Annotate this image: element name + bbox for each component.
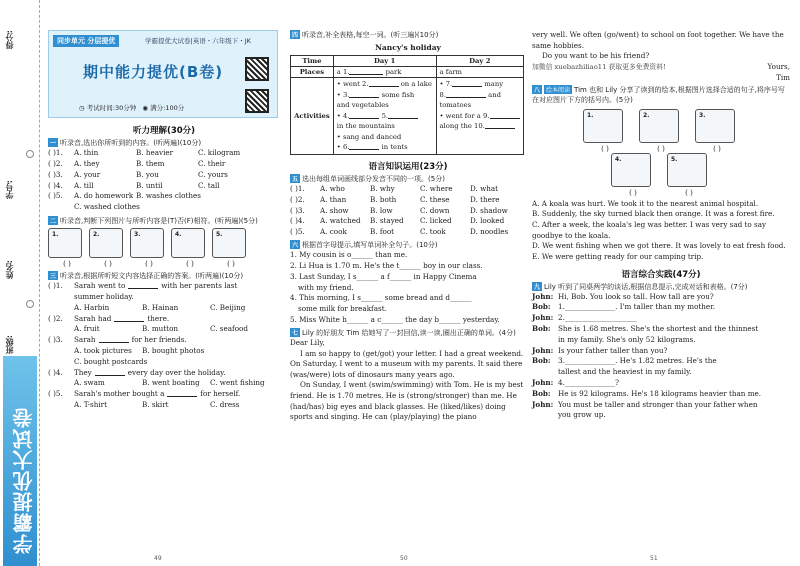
blank-label: a 1. bbox=[336, 68, 350, 77]
exam-time: 考试时间:30分钟 bbox=[86, 104, 137, 112]
dialog-line bbox=[532, 335, 790, 346]
item-number[interactable]: ( )3. bbox=[48, 335, 63, 345]
cell-text: in the mountains bbox=[336, 122, 395, 131]
phonics-row bbox=[290, 195, 526, 206]
question-number: 五 bbox=[292, 175, 299, 183]
fill-sentence: some milk for breakfast. bbox=[298, 304, 387, 314]
time-score-row bbox=[79, 103, 184, 112]
blank-8[interactable] bbox=[446, 91, 486, 98]
reading-picture bbox=[89, 228, 123, 258]
question-number: 二 bbox=[50, 217, 57, 225]
language-title: 语言知识运用(23分) bbox=[368, 161, 448, 172]
cell-text: tomatoes bbox=[439, 101, 472, 110]
dialog-line bbox=[532, 324, 790, 335]
sentence-option: E. We were getting ready for our camping trip. bbox=[532, 251, 704, 261]
option-c: C. these bbox=[420, 194, 450, 204]
shopping-picture bbox=[171, 228, 205, 258]
unit-tag: 同步单元 分层提优 bbox=[53, 35, 119, 47]
question-stem: Sarah went to bbox=[74, 281, 126, 291]
question-stem-end: every day over the holiday. bbox=[127, 367, 226, 377]
option-c: C. dress bbox=[210, 399, 240, 409]
option-d: D. noodles bbox=[470, 227, 509, 237]
option-b: B. stayed bbox=[370, 216, 404, 226]
q2-instruction: 听录音,判断下列图片与所听内容是(T)否(F)相符。(听两遍)(5分) bbox=[60, 216, 258, 225]
clock-icon: ◷ bbox=[79, 104, 87, 112]
sentence-option: D. We went fishing when we got there. It was lovely to eat fresh food. bbox=[532, 241, 786, 251]
speech: 2.____________________ bbox=[558, 313, 637, 323]
blank-9[interactable] bbox=[490, 112, 520, 119]
table-cell: park bbox=[385, 68, 402, 77]
options-row bbox=[48, 303, 280, 314]
cell-text: in tents bbox=[381, 143, 408, 152]
answer-blank[interactable] bbox=[99, 336, 129, 343]
answer-paren[interactable]: ( ) bbox=[629, 188, 637, 197]
sports-picture bbox=[48, 228, 82, 258]
question-number: 七 bbox=[292, 329, 299, 337]
option-a: A. thin bbox=[74, 148, 99, 158]
question-row bbox=[48, 389, 280, 400]
option-c: C. their bbox=[198, 158, 226, 168]
listening-title: 听力理解(30分) bbox=[132, 126, 196, 136]
page-number: 50 bbox=[400, 555, 408, 562]
speech: She is 1.68 metres. She's the shortest and the thinnest bbox=[558, 324, 759, 334]
option-a: A. show bbox=[320, 205, 349, 215]
fill-sentence: 3. Last Sunday, I s______ a f______ in Happy Cinema bbox=[290, 271, 477, 281]
speech: tallest and the heaviest in my family. bbox=[558, 367, 692, 377]
cell-text: • 4. bbox=[336, 111, 350, 120]
question-row bbox=[48, 314, 280, 325]
phonics-row bbox=[290, 216, 526, 227]
q1-list bbox=[48, 148, 280, 213]
option-b: B. bought photos bbox=[142, 345, 205, 355]
koala-hospital-picture bbox=[611, 153, 651, 187]
question-stem: Sarah had bbox=[74, 313, 112, 323]
options-row bbox=[48, 346, 280, 357]
q7-instruction: Lily 的好朋友 Tim 给她写了一封回信,读一读,圈出正确的单词。(4分) bbox=[302, 328, 516, 337]
dialog-line bbox=[532, 400, 790, 411]
option-b: B. both bbox=[370, 194, 397, 204]
koala-picture bbox=[583, 109, 623, 143]
question-number: 一 bbox=[50, 140, 57, 147]
item-number[interactable]: ( )5. bbox=[290, 227, 305, 237]
option-d: D. shadow bbox=[470, 205, 508, 215]
option-c: C. went fishing bbox=[210, 378, 265, 388]
cell-text: some fish bbox=[381, 90, 415, 99]
blank-1[interactable] bbox=[349, 68, 383, 75]
options-row bbox=[48, 400, 280, 411]
speech: in my family. She's only 52 kilograms. bbox=[558, 334, 696, 344]
item-number[interactable]: ( )3. bbox=[48, 169, 63, 179]
series-label: 学霸提优大试卷|英语・六年级下・JK bbox=[145, 37, 251, 45]
fill-sentence: 1. My cousin is o______ than me. bbox=[290, 250, 408, 260]
question-stem-end: there. bbox=[147, 313, 170, 323]
option-c: C. where bbox=[420, 184, 453, 193]
speaker: Bob: bbox=[532, 302, 551, 312]
picture-label: 1. bbox=[52, 231, 59, 239]
exam-title: 期中能力提优(B卷) bbox=[83, 63, 224, 81]
fill-sentence: 2. Li Hua is 1.70 m. He's the t______ boy in our class. bbox=[290, 260, 483, 270]
table-title: Nancy's holiday bbox=[375, 43, 441, 53]
item-number[interactable]: ( )1. bbox=[290, 184, 305, 193]
option-a: A. fruit bbox=[74, 324, 100, 334]
letter-greeting: Dear Lily, bbox=[290, 337, 325, 347]
picture-book-tag: 绘本阅读 bbox=[546, 87, 571, 95]
option-b: B. you bbox=[136, 169, 159, 179]
dialog-line bbox=[532, 302, 790, 313]
q3-instruction: 听录音,根据所听短文内容选择正确的答案。(听两遍)(10分) bbox=[60, 272, 244, 281]
picture-label: 5. bbox=[216, 231, 223, 239]
picture-label: 4. bbox=[615, 155, 622, 163]
table-header: Day 2 bbox=[436, 56, 524, 67]
item-number[interactable]: ( )4. bbox=[48, 180, 63, 190]
picture-item bbox=[583, 109, 627, 153]
qr-code-icon bbox=[245, 57, 269, 81]
question-number: 九 bbox=[534, 283, 541, 291]
picture-item bbox=[89, 228, 127, 268]
question-number: 三 bbox=[50, 273, 57, 281]
cell-text: • 3. bbox=[336, 90, 350, 99]
speech: 4.______________? bbox=[558, 378, 620, 388]
option-a: A. they bbox=[74, 158, 100, 168]
question-row bbox=[48, 281, 280, 292]
speaker: John: bbox=[532, 378, 554, 388]
letter-question: Do you want to be his friend? bbox=[542, 51, 650, 61]
question-number: 四 bbox=[292, 32, 299, 39]
q8-instruction: Tim 也和 Lily 分享了读到的绘本,根据图片选择合适的句子,将序号写在对应图片下方的括号内。(5分) bbox=[532, 86, 785, 105]
question-number: 八 bbox=[534, 87, 541, 95]
dialog-line bbox=[532, 410, 790, 421]
letter-para-2: On Sunday, I went (swim/swimming) with Tom. He is my best friend. He is 1.70 metres. He is (strong/stronger) than me. He (had/has) big eyes and black glasses. He (liked/likes) doing sports and singing. He can (play/playing) the piano bbox=[290, 380, 524, 422]
answer-blank[interactable] bbox=[95, 369, 125, 376]
choice-row bbox=[48, 170, 280, 181]
id-field: 学号: bbox=[5, 180, 14, 200]
blank-3[interactable] bbox=[349, 91, 379, 98]
answer-blank[interactable] bbox=[167, 390, 197, 397]
row-label: Activities bbox=[291, 78, 334, 155]
q6-list bbox=[290, 250, 526, 326]
binding-hole bbox=[26, 150, 34, 158]
letter-signature: Tim bbox=[776, 72, 790, 82]
option-a: A. who bbox=[320, 184, 345, 193]
answer-blank[interactable] bbox=[114, 315, 144, 322]
q5-list bbox=[290, 184, 526, 238]
question-stem-end: with her parents last bbox=[161, 281, 238, 291]
speaker: John: bbox=[532, 399, 554, 409]
cell-text: • went 2. bbox=[336, 80, 369, 89]
option-b: B. mutton bbox=[142, 324, 179, 334]
option-b: B. Hainan bbox=[142, 302, 179, 312]
table-header: Day 1 bbox=[333, 56, 436, 67]
speaker: Bob: bbox=[532, 324, 551, 334]
option-c: C. licked bbox=[420, 216, 452, 226]
dialog-line bbox=[532, 313, 790, 324]
full-score: 满分:100分 bbox=[150, 104, 185, 112]
q8-options bbox=[532, 199, 790, 263]
option-c: C. seafood bbox=[210, 324, 248, 334]
q3-list bbox=[48, 281, 280, 411]
item-number[interactable]: ( )5. bbox=[48, 191, 63, 201]
letter-continued: very well. We often (go/went) to school on foot together. We have the same hobbies. bbox=[532, 30, 784, 50]
blank-2[interactable] bbox=[369, 80, 399, 87]
page-49 bbox=[44, 0, 284, 566]
option-d: D. looked bbox=[470, 216, 505, 226]
question-row bbox=[48, 335, 280, 346]
option-d: D. what bbox=[470, 184, 499, 193]
option-c: C. Beijing bbox=[210, 302, 246, 312]
dialog-line bbox=[532, 367, 790, 378]
picture-item bbox=[695, 109, 739, 153]
q5-instruction: 选出每组单词画线部分发音不同的一项。(5分) bbox=[302, 174, 445, 183]
option-b: B. washes clothes bbox=[136, 191, 201, 201]
question-stem-end: for her friends. bbox=[131, 335, 187, 345]
option-a: A. than bbox=[320, 194, 347, 204]
blank-6[interactable] bbox=[349, 143, 379, 150]
answer-paren[interactable]: ( ) bbox=[63, 260, 71, 269]
choice-row bbox=[48, 191, 280, 202]
cell-text: 8. bbox=[439, 90, 446, 99]
sleeping-picture bbox=[130, 228, 164, 258]
picture-label: 5. bbox=[671, 155, 678, 163]
question-stem-cont: summer holiday. bbox=[74, 292, 134, 301]
cell-text: • sang and danced bbox=[336, 132, 402, 141]
page-number: 49 bbox=[154, 555, 162, 562]
phonics-row bbox=[290, 227, 526, 238]
option-a: A. T-shirt bbox=[74, 399, 107, 409]
phonics-row bbox=[290, 184, 526, 195]
item-number[interactable]: ( )2. bbox=[48, 158, 63, 168]
phonics-row bbox=[290, 206, 526, 217]
comprehensive-title: 语言综合实践(47分) bbox=[621, 269, 701, 280]
dialog-line bbox=[532, 346, 790, 357]
picture-item bbox=[212, 228, 250, 268]
dialog-line bbox=[532, 389, 790, 400]
picture-item bbox=[667, 153, 711, 197]
speaker: Bob: bbox=[532, 356, 551, 366]
answer-paren[interactable]: ( ) bbox=[104, 260, 112, 269]
option-a: A. cook bbox=[320, 227, 347, 237]
q9-dialog bbox=[532, 292, 790, 422]
choice-row bbox=[48, 148, 280, 159]
picture-label: 3. bbox=[699, 111, 706, 119]
page-51 bbox=[532, 0, 794, 566]
speech: Hi, Bob. You look so tall. How tall are you? bbox=[558, 291, 714, 301]
speaker: John: bbox=[532, 291, 554, 301]
cell-text: many bbox=[484, 80, 504, 89]
forest-fire-picture bbox=[639, 109, 679, 143]
speech: 1.______________. I'm taller than my mother. bbox=[558, 302, 716, 312]
fill-sentence: 4. This morning, I s______ some bread and d______ bbox=[290, 293, 472, 303]
dialog-line bbox=[532, 378, 790, 389]
item-number[interactable]: ( )4. bbox=[48, 367, 63, 377]
q2-pictures bbox=[48, 228, 280, 268]
camping-picture bbox=[667, 153, 707, 187]
strip-title: 学霸提优大试卷 bbox=[12, 407, 36, 554]
question-number: 六 bbox=[292, 241, 299, 249]
speaker: John: bbox=[532, 313, 554, 323]
fill-sentence: 5. Miss White h______ a c______ the day b______ yesterday. bbox=[290, 314, 500, 324]
speaker: Bob: bbox=[532, 388, 551, 398]
sentence-option: A. A koala was hurt. We took it to the nearest animal hospital. bbox=[532, 198, 759, 208]
sentence-option: C. After a week, the koala's leg was better. I was very sad to say goodbye to the koala. bbox=[532, 219, 767, 240]
item-number[interactable]: ( )4. bbox=[290, 216, 305, 226]
letter-para-1: I am so happy to (get/got) your letter. I had a great weekend. On Saturday, I went to a museum with my parents. It said there (was/were) lots of dinosaurs many years ago. bbox=[290, 348, 524, 379]
cell-text: • 6. bbox=[336, 143, 350, 152]
table-header: Time bbox=[291, 56, 334, 67]
picture-label: 1. bbox=[587, 111, 594, 119]
cell-text: 5. bbox=[381, 111, 389, 120]
item-number[interactable]: ( )3. bbox=[290, 205, 305, 215]
option-d: D. there bbox=[470, 194, 500, 204]
picture-item bbox=[611, 153, 655, 197]
name-field: 姓名: bbox=[5, 260, 14, 280]
choice-row bbox=[48, 202, 280, 213]
picture-label: 2. bbox=[93, 231, 100, 239]
item-number[interactable]: ( )1. bbox=[48, 281, 63, 291]
speech: You must be taller and stronger than your father when bbox=[558, 399, 758, 409]
strip-banner bbox=[3, 356, 37, 566]
option-b: B. skirt bbox=[142, 399, 169, 409]
option-b: B. low bbox=[370, 205, 393, 215]
cell-text: along the 10. bbox=[439, 122, 485, 131]
wechat-ad: 加微信 xuebazhiliao11 获取更多免费资料! bbox=[532, 62, 666, 71]
cell-text: and vegetables bbox=[336, 101, 389, 110]
blank-5[interactable] bbox=[388, 112, 418, 119]
item-number[interactable]: ( )2. bbox=[290, 194, 305, 204]
item-number[interactable]: ( )2. bbox=[48, 313, 63, 323]
option-b: B. foot bbox=[370, 227, 395, 237]
speaker: John: bbox=[532, 345, 554, 355]
option-b: B. why bbox=[370, 184, 395, 193]
item-number[interactable]: ( )1. bbox=[48, 148, 63, 158]
option-a: A. Harbin bbox=[74, 302, 110, 312]
answer-paren[interactable]: ( ) bbox=[145, 260, 153, 269]
speech: He is 92 kilograms. He's 18 kilograms heavier than me. bbox=[558, 388, 762, 398]
blank-7[interactable] bbox=[452, 80, 482, 87]
option-c: C. down bbox=[420, 205, 450, 215]
binding-hole bbox=[26, 300, 34, 308]
cell-text: on a lake bbox=[400, 80, 432, 89]
option-b: B. them bbox=[136, 158, 165, 168]
score-field: 得分: bbox=[5, 30, 14, 50]
option-b: B. until bbox=[136, 180, 163, 190]
answer-paren[interactable]: ( ) bbox=[685, 188, 693, 197]
answer-blank[interactable] bbox=[128, 282, 158, 289]
option-c: C. tall bbox=[198, 180, 220, 190]
choice-row bbox=[48, 181, 280, 192]
option-a: A. till bbox=[74, 180, 94, 190]
qr-code-icon bbox=[245, 89, 269, 113]
q9-instruction: Lily 听到了同桌两学的谈话,根据信息提示,完成对话和表格。(7分) bbox=[544, 282, 748, 291]
picture-item bbox=[48, 228, 86, 268]
q6-instruction: 根据首字母提示,填写单词补全句子。(10分) bbox=[302, 240, 438, 249]
q4-instruction: 听录音,补全表格,每空一词。(听三遍)(10分) bbox=[302, 31, 439, 39]
table-cell: a farm bbox=[436, 67, 524, 78]
fill-sentence: with my friend. bbox=[298, 282, 354, 292]
options-row bbox=[48, 378, 280, 389]
answer-paren[interactable]: ( ) bbox=[186, 260, 194, 269]
option-a: A. do homework bbox=[74, 191, 134, 201]
cell-text: • 7. bbox=[439, 80, 453, 89]
question-stem-end: for herself. bbox=[200, 389, 241, 399]
score-icon: ◉ bbox=[142, 104, 151, 112]
q1-instruction: 听录音,选出你所听到的内容。(听两遍)(10分) bbox=[60, 139, 202, 147]
speech: Is your father taller than you? bbox=[558, 345, 668, 355]
answer-paren[interactable]: ( ) bbox=[657, 144, 665, 153]
dialog-line bbox=[532, 292, 790, 303]
binding-strip bbox=[0, 0, 40, 566]
cell-text: and bbox=[488, 90, 501, 99]
answer-paren[interactable]: ( ) bbox=[713, 144, 721, 153]
fishing-picture bbox=[695, 109, 735, 143]
speech: 3.______________. He's 1.82 metres. He's the bbox=[558, 356, 717, 366]
picture-label: 3. bbox=[134, 231, 141, 239]
letter-closing: Yours, bbox=[767, 61, 790, 71]
class-field: 班级: bbox=[5, 335, 14, 355]
option-c: C. washed clothes bbox=[74, 202, 140, 212]
option-b: B. went boating bbox=[142, 378, 200, 388]
answer-paren[interactable]: ( ) bbox=[227, 260, 235, 269]
picture-label: 4. bbox=[175, 231, 182, 239]
dialog-line bbox=[532, 356, 790, 367]
picture-item bbox=[171, 228, 209, 268]
row-label: Places bbox=[291, 67, 334, 78]
speech: you grow up. bbox=[558, 410, 606, 420]
holiday-table bbox=[290, 55, 524, 155]
picture-label: 2. bbox=[643, 111, 650, 119]
sentence-option: B. Suddenly, the sky turned black then orange. It was a forest fire. bbox=[532, 209, 775, 219]
option-c: C. took bbox=[420, 227, 446, 237]
option-a: A. swam bbox=[74, 378, 105, 388]
cell-text: • went for a 9. bbox=[439, 111, 490, 120]
option-c: C. kilogram bbox=[198, 148, 241, 158]
picture-item bbox=[639, 109, 683, 153]
option-c: C. bought postcards bbox=[74, 356, 148, 366]
option-b: B. heavier bbox=[136, 148, 174, 158]
blank-4[interactable] bbox=[349, 112, 379, 119]
option-a: A. your bbox=[74, 169, 101, 179]
choice-row bbox=[48, 159, 280, 170]
option-c: C. yours bbox=[198, 169, 228, 179]
question-stem: They bbox=[74, 367, 92, 377]
page-50 bbox=[290, 0, 526, 566]
exam-header bbox=[48, 30, 278, 118]
item-number[interactable]: ( )5. bbox=[48, 389, 63, 399]
question-stem: Sarah bbox=[74, 335, 96, 345]
option-a: A. took pictures bbox=[74, 345, 132, 355]
cooking-picture bbox=[212, 228, 246, 258]
options-row bbox=[48, 324, 280, 335]
blank-10[interactable] bbox=[485, 122, 515, 129]
answer-paren[interactable]: ( ) bbox=[601, 144, 609, 153]
question-stem: Sarah's mother bought a bbox=[74, 389, 165, 399]
option-a: A. watched bbox=[320, 216, 361, 226]
q8-pictures bbox=[532, 109, 790, 197]
question-row bbox=[48, 368, 280, 379]
page-number: 51 bbox=[650, 555, 658, 562]
picture-item bbox=[130, 228, 168, 268]
